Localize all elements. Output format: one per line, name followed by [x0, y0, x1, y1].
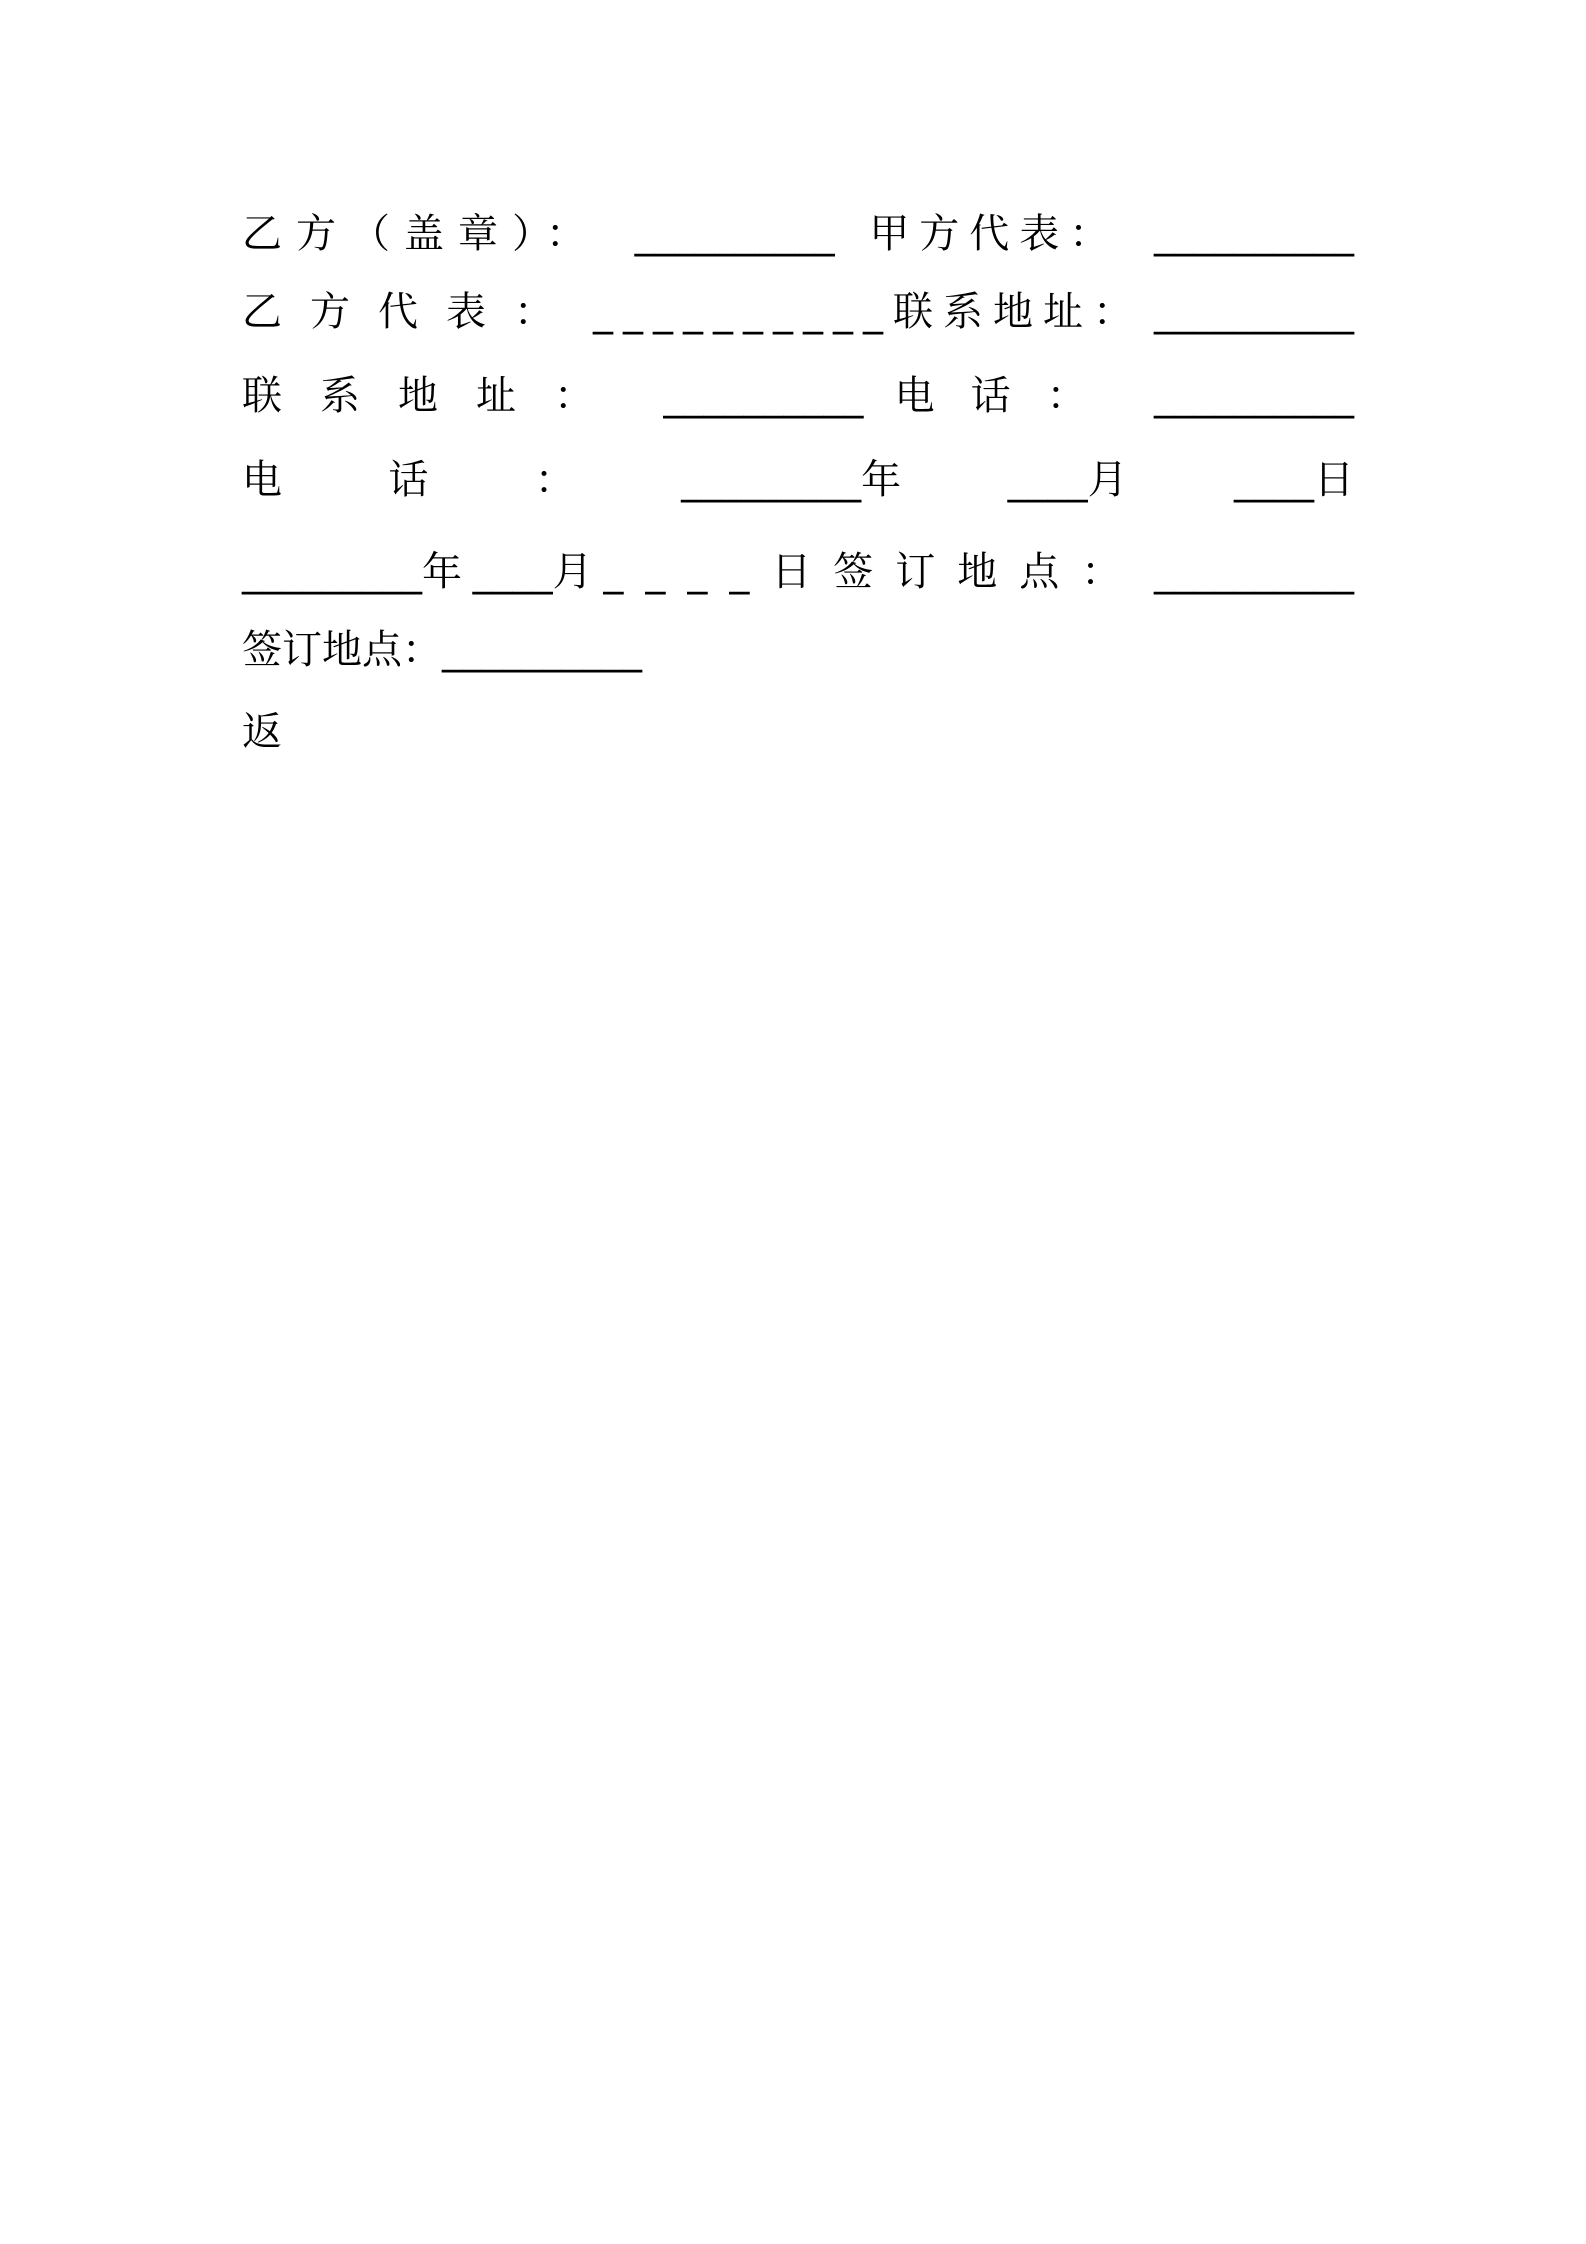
party-b-representative-blank-and-address-label: __________联系地址： [593, 289, 1143, 335]
party-a-phone-blank: __________ [1153, 373, 1354, 419]
party-b-address-and-phone-line [242, 368, 1354, 424]
trailing-text-line [242, 704, 1354, 760]
party-b-date-year: _________年 [242, 549, 462, 595]
party-a-phone-label: 电话： [894, 373, 1123, 419]
party-b-address-label: 联系地址： [242, 373, 632, 419]
party-a-date-month: ____月 [1007, 457, 1128, 503]
party-a-representative-label: 甲方代表： [869, 211, 1120, 257]
party-b-signing-place-line [242, 622, 1354, 678]
party-b-date-month: ____月 [472, 549, 593, 595]
party-b-seal-label: 乙方（盖章）： [242, 211, 600, 257]
party-b-phone-and-date-line [242, 452, 1354, 508]
party-b-phone-label-char-1: 电 [242, 457, 282, 503]
trailing-character: 返 [242, 709, 282, 755]
party-b-rep-and-address-line [242, 284, 1354, 340]
party-a-representative-blank: __________ [1153, 211, 1354, 257]
party-b-address-blank: __________ [663, 373, 864, 419]
party-b-seal-blank: __________ [634, 211, 835, 257]
party-a-signing-place-blank: __________ [1153, 549, 1354, 595]
party-b-signing-place: 签订地点：__________ [242, 627, 642, 673]
party-b-date-and-signing-place-line [242, 544, 1354, 600]
party-b-date-day-and-signing-place-label: ____日签订地点： [603, 549, 1144, 595]
party-a-address-blank: __________ [1154, 289, 1354, 335]
party-b-phone-label-char-2: 话 [388, 457, 429, 503]
party-b-representative-label: 乙方代表： [242, 289, 582, 335]
party-a-date-day: ____日 [1233, 457, 1354, 503]
party-b-phone-label-colon: ： [534, 457, 575, 503]
party-a-date-year: _________年 [681, 457, 902, 503]
party-b-seal-and-party-a-rep-line [242, 206, 1354, 262]
